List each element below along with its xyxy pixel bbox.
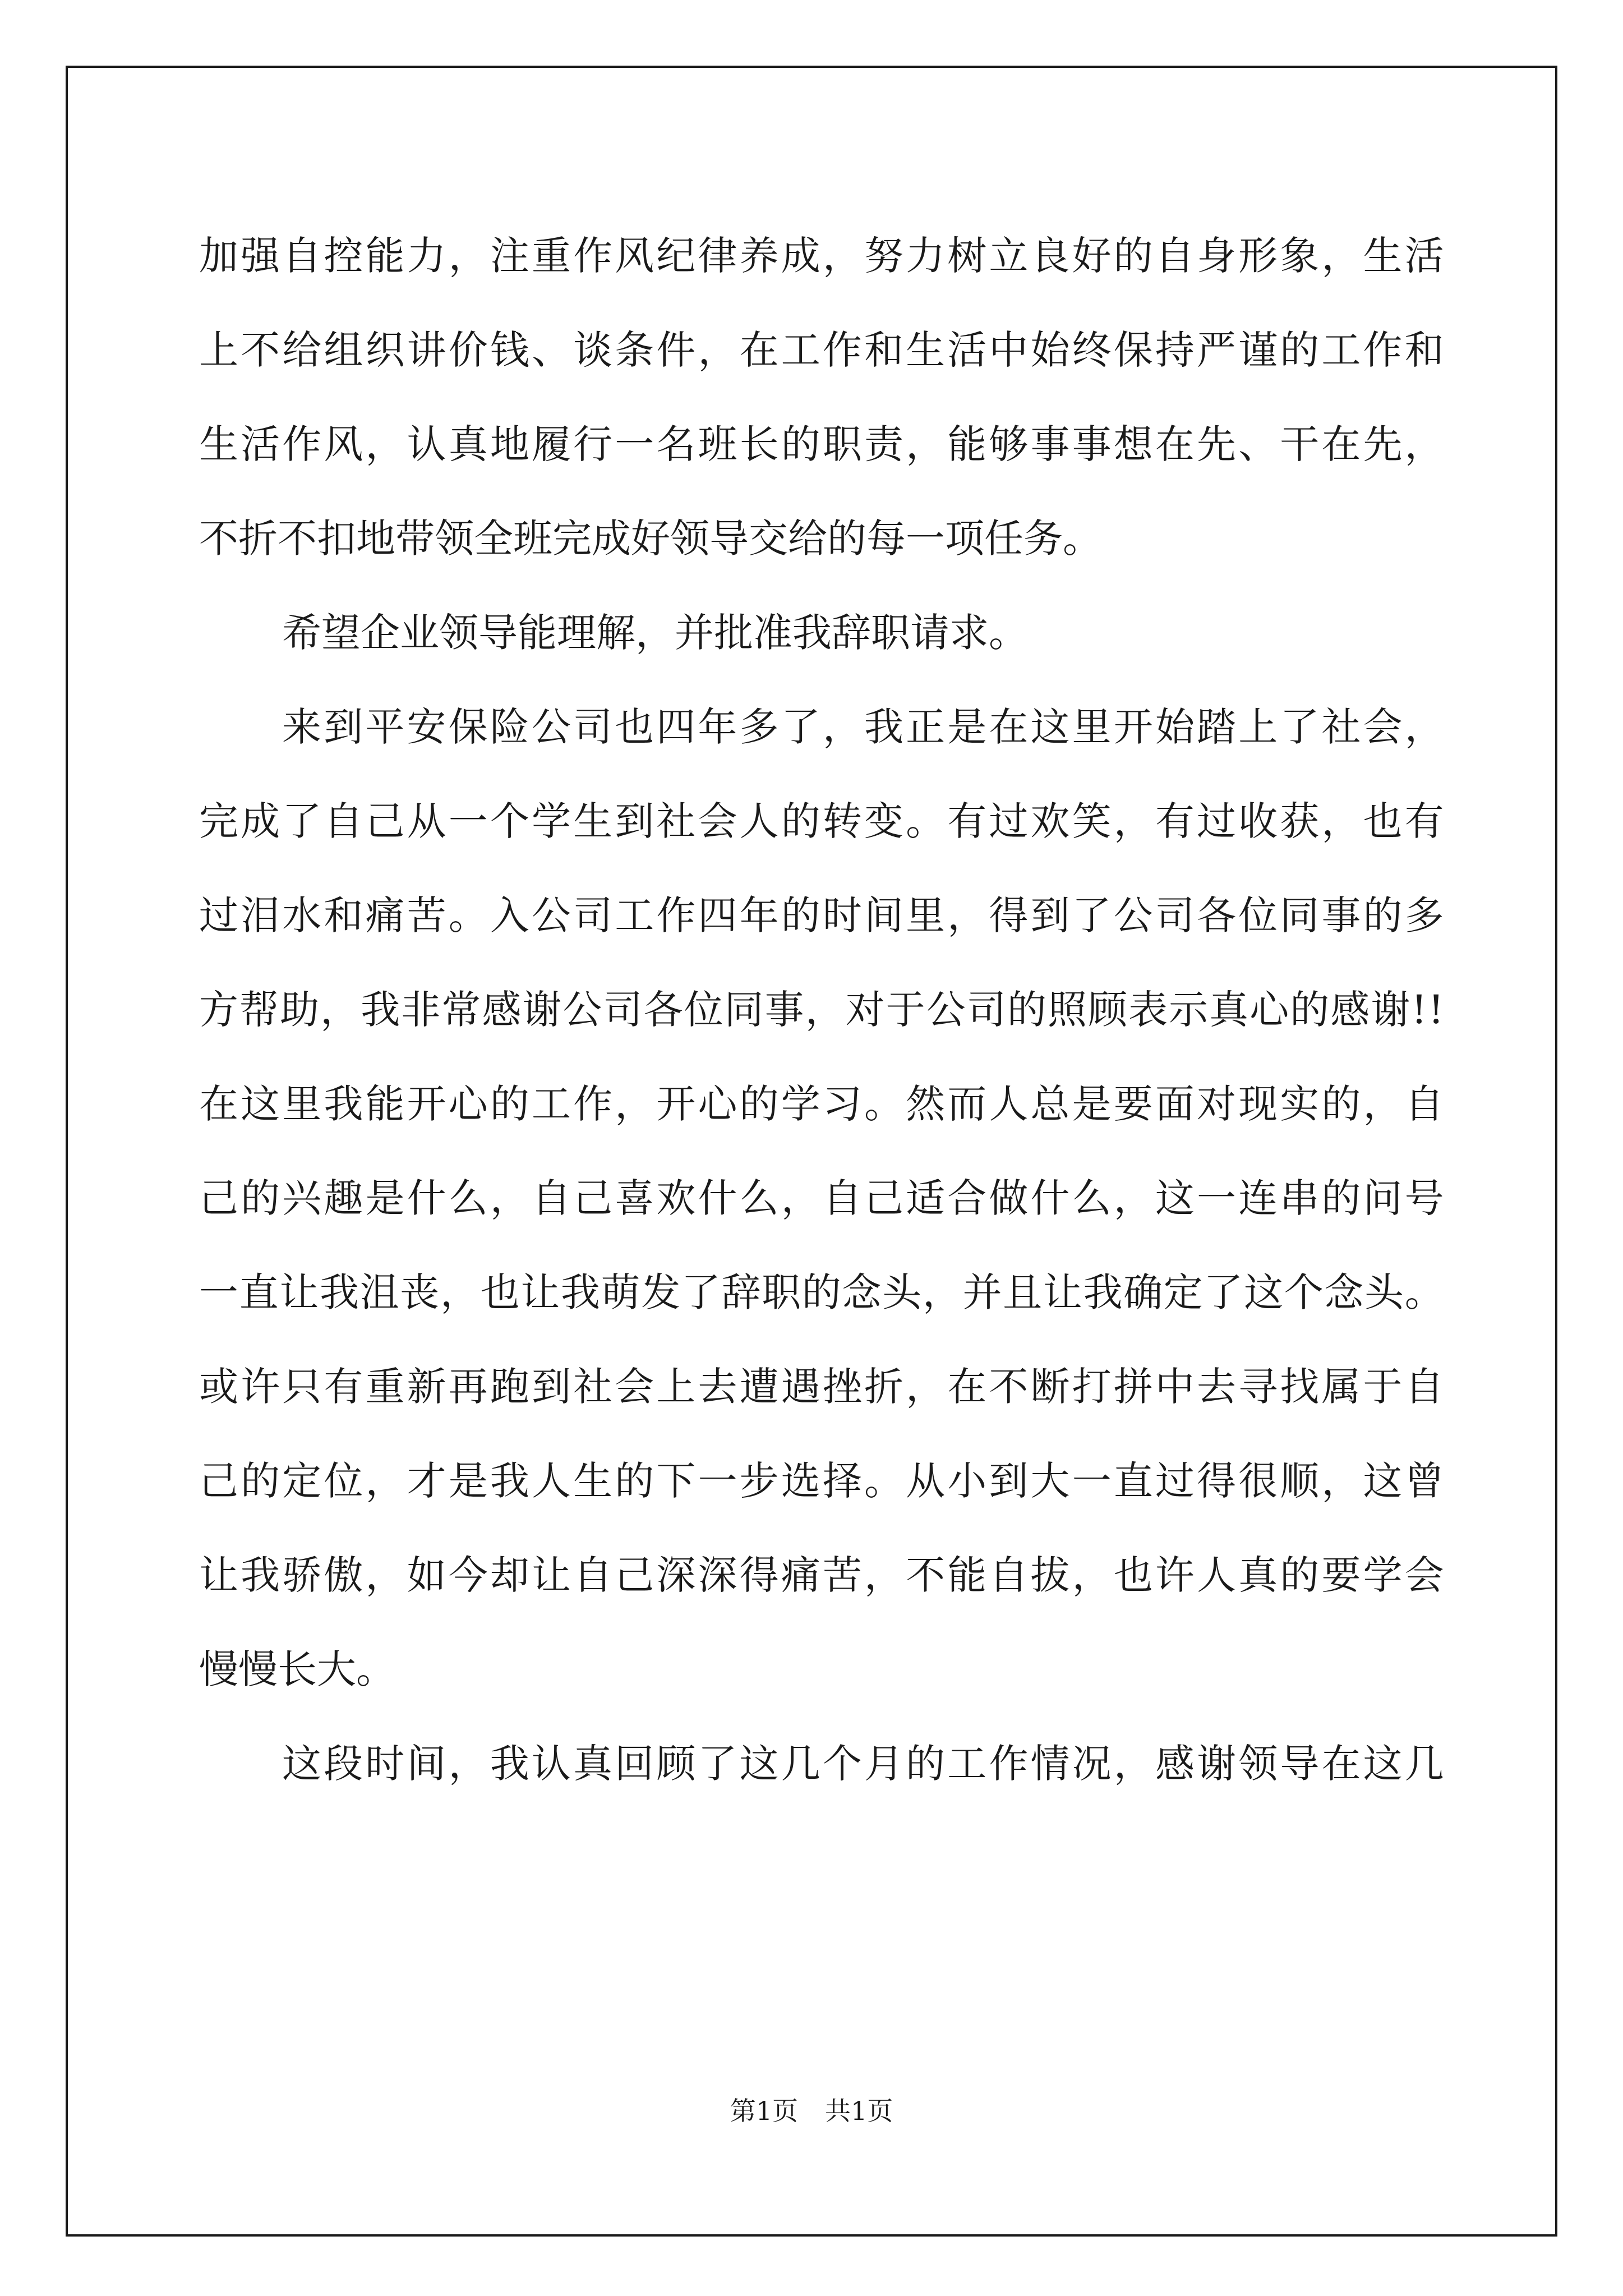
text-line: 这 段 时 间 ， 我 认 真 回 顾 了 这 几 个 月 的 工 作 情 况 ， 感 谢 领 导 在 这 几 bbox=[282, 1741, 1444, 1787]
text-line: 不折不扣地带领全班完成好领导交给的每一项任务。 bbox=[199, 516, 1102, 562]
text-line: 己 的 定 位 ， 才 是 我 人 生 的 下 一 步 选 择 。 从 小 到 大 一 直 过 得 很 顺 ， 这 曾 bbox=[199, 1458, 1444, 1504]
text-line: 方 帮 助 ， 我 非 常 感 谢 公 司 各 位 同 事 ， 对 于 公 司 的 照 顾 表 示 真 心 的 感 谢 ! ! bbox=[199, 987, 1444, 1033]
page-number-total: 共1页 bbox=[825, 2096, 893, 2126]
text-line: 加 强 自 控 能 力 ， 注 重 作 风 纪 律 养 成 ， 努 力 树 立 良 好 的 自 身 形 象 ， 生 活 bbox=[199, 233, 1444, 279]
document-body bbox=[199, 209, 1444, 1811]
text-line: 让 我 骄 傲 ， 如 今 却 让 自 己 深 深 得 痛 苦 ， 不 能 自 拔 ， 也 许 人 真 的 要 学 会 bbox=[199, 1552, 1444, 1598]
text-line: 或 许 只 有 重 新 再 跑 到 社 会 上 去 遭 遇 挫 折 ， 在 不 断 打 拼 中 去 寻 找 属 于 自 bbox=[199, 1364, 1444, 1410]
text-line: 希望企业领导能理解，并批准我辞职请求。 bbox=[282, 610, 1028, 656]
text-line: 来 到 平 安 保 险 公 司 也 四 年 多 了 ， 我 正 是 在 这 里 开 始 踏 上 了 社 会 ， bbox=[282, 704, 1444, 750]
text-line: 上 不 给 组 织 讲 价 钱 、 谈 条 件 ， 在 工 作 和 生 活 中 始 终 保 持 严 谨 的 工 作 和 bbox=[199, 327, 1444, 373]
text-line: 完 成 了 自 己 从 一 个 学 生 到 社 会 人 的 转 变 。 有 过 欢 笑 ， 有 过 收 获 ， 也 有 bbox=[199, 798, 1444, 844]
text-line: 慢慢长大。 bbox=[199, 1646, 395, 1692]
text-line: 过 泪 水 和 痛 苦 。 入 公 司 工 作 四 年 的 时 间 里 ， 得 到 了 公 司 各 位 同 事 的 多 bbox=[199, 892, 1444, 938]
text-line: 己 的 兴 趣 是 什 么 ， 自 己 喜 欢 什 么 ， 自 己 适 合 做 什 么 ， 这 一 连 串 的 问 号 bbox=[199, 1175, 1444, 1221]
text-line: 在 这 里 我 能 开 心 的 工 作 ， 开 心 的 学 习 。 然 而 人 总 是 要 面 对 现 实 的 ， 自 bbox=[199, 1081, 1444, 1127]
text-line: 生 活 作 风 ， 认 真 地 履 行 一 名 班 长 的 职 责 ， 能 够 事 事 想 在 先 、 干 在 先 ， bbox=[199, 421, 1444, 467]
page-footer bbox=[0, 2091, 1623, 2128]
text-line: 一 直 让 我 沮 丧 ， 也 让 我 萌 发 了 辞 职 的 念 头 ， 并 且 让 我 确 定 了 这 个 念 头 。 bbox=[199, 1269, 1444, 1315]
page-number-current: 第1页 bbox=[730, 2096, 798, 2126]
